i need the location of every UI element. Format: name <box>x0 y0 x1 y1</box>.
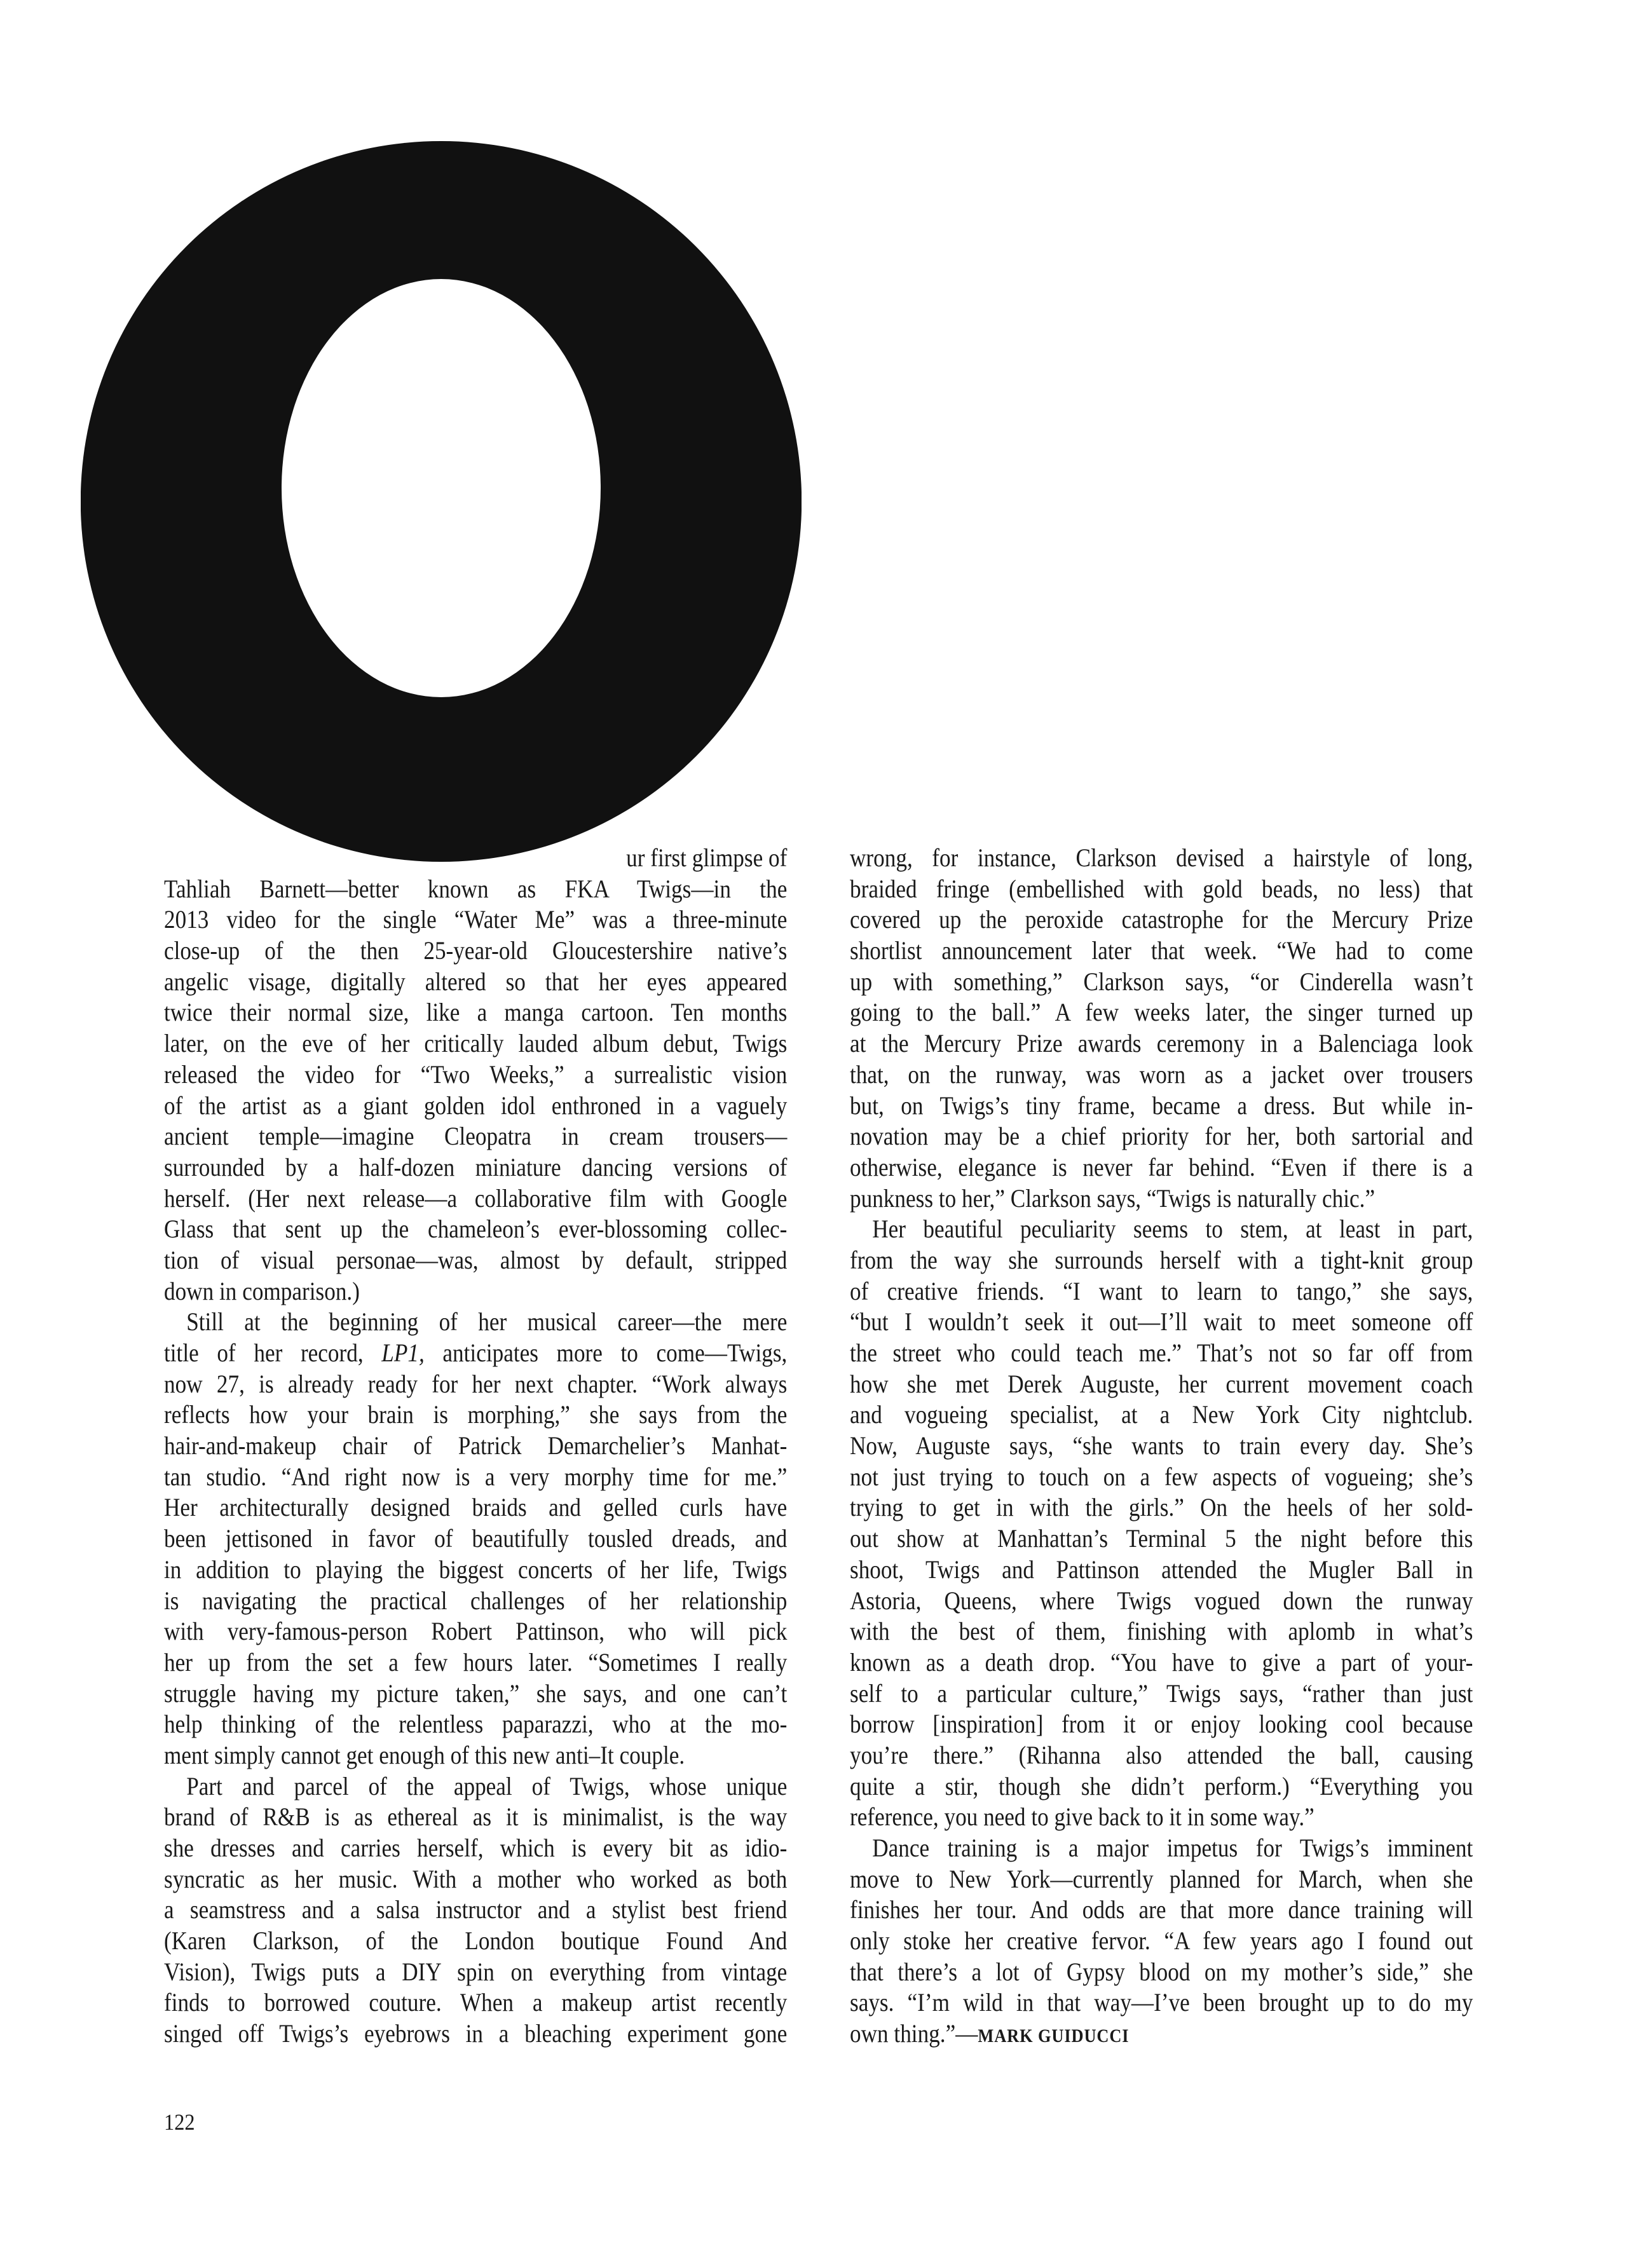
text-line <box>164 1616 787 1647</box>
text-segment: Astoria, Queens, where Twigs vogued down the runway <box>850 1586 1473 1615</box>
text-line <box>164 904 787 936</box>
text-line <box>164 1214 787 1245</box>
text-segment: her up from the set a few hours later. “Sometimes I really <box>164 1647 788 1677</box>
text-segment: Her beautiful peculiarity seems to stem, at least in part, <box>872 1215 1473 1244</box>
text-line <box>850 967 1473 998</box>
text-line <box>850 1586 1473 1617</box>
text-line <box>164 1431 787 1462</box>
text-line <box>850 1214 1473 1245</box>
text-segment: going to the ball.” A few weeks later, the singer turned up <box>850 998 1473 1027</box>
text-line <box>850 1678 1473 1710</box>
text-segment: self to a particular culture,” Twigs says, “rather than just <box>850 1678 1473 1708</box>
text-segment: tan studio. “And right now is a very morphy time for me.” <box>164 1462 788 1491</box>
text-segment: Now, Auguste says, “she wants to train every day. She’s <box>850 1431 1473 1460</box>
text-line <box>164 1059 787 1091</box>
text-line <box>850 1245 1473 1276</box>
text-segment: trying to get in with the girls.” On the heels of her sold- <box>850 1493 1473 1522</box>
text-segment: up with something,” Clarkson says, “or Cinderella wasn’t <box>850 967 1473 996</box>
text-segment: ur first glimpse of <box>626 843 788 872</box>
text-line <box>850 936 1473 967</box>
text-segment: Still at the beginning of her musical career—the mere <box>186 1307 788 1337</box>
text-segment: covered up the peroxide catastrophe for the Mercury Prize <box>850 905 1473 934</box>
text-line <box>850 1616 1473 1647</box>
text-line <box>164 997 787 1028</box>
author-byline: MARK GUIDUCCI <box>978 2025 1130 2047</box>
text-line <box>850 1740 1473 1771</box>
text-segment: reference, you need to give back to it in some way.” <box>850 1802 1314 1832</box>
text-segment: is navigating the practical challenges of her relationship <box>164 1586 788 1615</box>
text-line <box>164 1647 787 1678</box>
text-segment: surrounded by a half-dozen miniature dancing versions of <box>164 1152 788 1181</box>
text-line <box>164 2018 787 2050</box>
text-segment: says. “I’m wild in that way—I’ve been brought up to do my <box>850 1988 1473 2017</box>
text-segment: released the video for “Two Weeks,” a surrealistic vision <box>164 1059 788 1089</box>
text-line <box>164 1338 787 1369</box>
text-segment: shortlist announcement later that week. “We had to come <box>850 936 1473 965</box>
text-line <box>164 1121 787 1152</box>
text-segment: a seamstress and a salsa instructor and a stylist best friend <box>164 1895 788 1924</box>
text-line <box>164 1586 787 1617</box>
text-segment: of the artist as a giant golden idol enthroned in a vaguely <box>164 1091 788 1120</box>
text-line <box>850 843 1473 874</box>
text-line <box>850 1523 1473 1555</box>
text-line <box>850 1957 1473 1988</box>
text-line <box>164 1183 787 1215</box>
text-line <box>164 1802 787 1833</box>
text-line <box>164 1399 787 1431</box>
text-line <box>850 1183 1473 1215</box>
text-line <box>850 1802 1473 1833</box>
text-segment: move to New York—currently planned for March, when she <box>850 1864 1473 1893</box>
text-segment: she dresses and carries herself, which is every bit as idio- <box>164 1834 788 1862</box>
text-line <box>850 1555 1473 1586</box>
text-segment: quite a stir, though she didn’t perform.) “Everything you <box>850 1771 1473 1800</box>
text-segment: Dance training is a major impetus for Twigs’s imminent <box>872 1834 1473 1862</box>
text-line <box>164 1555 787 1586</box>
text-segment: (Karen Clarkson, of the London boutique Found And <box>164 1926 788 1956</box>
text-segment: now 27, is already ready for her next chapter. “Work always <box>164 1369 788 1398</box>
text-line <box>164 1678 787 1710</box>
article-column-left <box>164 843 787 2050</box>
text-line <box>850 1028 1473 1059</box>
text-segment: how she met Derek Auguste, her current movement coach <box>850 1369 1473 1398</box>
text-line <box>850 1059 1473 1091</box>
text-segment: tion of visual personae—was, almost by default, stripped <box>164 1245 788 1274</box>
text-line <box>164 1987 787 2018</box>
text-line <box>164 1245 787 1276</box>
text-segment: shoot, Twigs and Pattinson attended the Mugler Ball in <box>850 1555 1473 1584</box>
text-segment: syncratic as her music. With a mother who worked as both <box>164 1864 788 1893</box>
text-segment: not just trying to touch on a few aspects of vogueing; she’s <box>850 1462 1473 1491</box>
text-line <box>164 1709 787 1740</box>
text-line <box>850 1987 1473 2018</box>
text-segment: from the way she surrounds herself with a tight-knit group <box>850 1245 1473 1274</box>
text-segment: known as a death drop. “You have to give a part of your- <box>850 1647 1473 1677</box>
text-segment: out show at Manhattan’s Terminal 5 the night before this <box>850 1524 1473 1553</box>
text-line <box>164 1895 787 1926</box>
text-line <box>164 1369 787 1400</box>
text-line <box>850 2018 1473 2050</box>
text-segment: struggle having my picture taken,” she says, and one can’t <box>164 1678 788 1708</box>
text-segment: that, on the runway, was worn as a jacket over trousers <box>850 1059 1473 1089</box>
text-line <box>850 1431 1473 1462</box>
text-segment: braided fringe (embellished with gold beads, no less) that <box>850 874 1473 903</box>
text-segment: Part and parcel of the appeal of Twigs, whose unique <box>186 1771 788 1800</box>
text-line <box>164 1833 787 1864</box>
text-segment: close-up of the then 25-year-old Gloucestershire native’s <box>164 936 788 965</box>
text-line <box>164 1091 787 1122</box>
page-number: 122 <box>164 2109 195 2135</box>
text-line <box>164 1771 787 1802</box>
text-line <box>850 874 1473 905</box>
text-segment: later, on the eve of her critically lauded album debut, Twigs <box>164 1029 788 1058</box>
text-line <box>850 1307 1473 1338</box>
text-line <box>850 1647 1473 1678</box>
text-line <box>850 1399 1473 1431</box>
text-line <box>164 843 787 874</box>
text-line <box>850 1864 1473 1895</box>
text-line <box>164 1926 787 1957</box>
text-line <box>850 997 1473 1028</box>
text-line <box>850 1492 1473 1523</box>
text-segment: finishes her tour. And odds are that more dance training will <box>850 1895 1473 1924</box>
text-segment: but, on Twigs’s tiny frame, became a dress. But while in- <box>850 1091 1473 1120</box>
text-line <box>164 1462 787 1493</box>
text-segment: own thing.”— <box>850 2019 978 2048</box>
text-line <box>850 1091 1473 1122</box>
text-segment: ancient temple—imagine Cleopatra in cream trousers— <box>164 1122 788 1151</box>
article-column-right <box>850 843 1473 2050</box>
text-line <box>164 1740 787 1771</box>
text-segment: been jettisoned in favor of beautifully tousled dreads, and <box>164 1524 788 1553</box>
text-line <box>164 936 787 967</box>
text-segment: Glass that sent up the chameleon’s ever-blossoming collec- <box>164 1215 788 1244</box>
text-segment: borrow [inspiration] from it or enjoy looking cool because <box>850 1710 1473 1739</box>
text-line <box>164 874 787 905</box>
text-segment: otherwise, elegance is never far behind. “Even if there is a <box>850 1152 1473 1181</box>
text-line <box>164 1523 787 1555</box>
text-segment: 2013 video for the single “Water Me” was a three-minute <box>164 905 788 934</box>
text-segment: anticipates more to come—Twigs, <box>424 1338 788 1367</box>
text-line <box>850 1926 1473 1957</box>
text-segment: wrong, for instance, Clarkson devised a hairstyle of long, <box>850 843 1473 872</box>
text-segment: novation may be a chief priority for her, both sartorial and <box>850 1122 1473 1151</box>
text-segment: down in comparison.) <box>164 1276 360 1305</box>
text-segment: of creative friends. “I want to learn to tango,” she says, <box>850 1276 1473 1305</box>
text-segment: and vogueing specialist, at a New York City nightclub. <box>850 1400 1473 1429</box>
text-segment: in addition to playing the biggest concerts of her life, Twigs <box>164 1555 788 1584</box>
text-segment: singed off Twigs’s eyebrows in a bleaching experiment gone <box>164 2019 788 2048</box>
text-line <box>850 1152 1473 1183</box>
text-line <box>850 1338 1473 1369</box>
text-line <box>850 1369 1473 1400</box>
text-segment: with very-famous-person Robert Pattinson, who will pick <box>164 1617 788 1646</box>
text-line <box>850 1833 1473 1864</box>
text-segment: Her architecturally designed braids and gelled curls have <box>164 1493 788 1522</box>
text-segment: only stoke her creative fervor. “A few years ago I found out <box>850 1926 1473 1956</box>
text-segment: “but I wouldn’t seek it out—I’ll wait to meet someone off <box>850 1307 1473 1337</box>
text-segment: brand of R&B is as ethereal as it is minimalist, is the way <box>164 1802 788 1832</box>
text-segment: punkness to her,” Clarkson says, “Twigs is naturally chic.” <box>850 1183 1376 1213</box>
album-title: LP1, <box>381 1338 425 1367</box>
text-line <box>164 967 787 998</box>
text-segment: reflects how your brain is morphing,” she says from the <box>164 1400 788 1429</box>
text-line <box>164 1152 787 1183</box>
text-line <box>850 1771 1473 1802</box>
text-line <box>850 1276 1473 1307</box>
text-segment: twice their normal size, like a manga cartoon. Ten months <box>164 998 788 1027</box>
text-segment: that there’s a lot of Gypsy blood on my mother’s side,” she <box>850 1957 1473 1986</box>
text-segment: herself. (Her next release—a collaborative film with Google <box>164 1183 788 1213</box>
text-line <box>850 1709 1473 1740</box>
text-segment: Vision), Twigs puts a DIY spin on everything from vintage <box>164 1957 788 1986</box>
text-line <box>850 1895 1473 1926</box>
text-segment: help thinking of the relentless paparazzi, who at the mo- <box>164 1710 788 1739</box>
text-line <box>164 1957 787 1988</box>
text-segment: with the best of them, finishing with aplomb in what’s <box>850 1617 1473 1646</box>
text-line <box>850 904 1473 936</box>
text-segment: angelic visage, digitally altered so that her eyes appeared <box>164 967 788 996</box>
text-line <box>164 1492 787 1523</box>
text-segment: Tahliah Barnett—better known as FKA Twigs—in the <box>164 874 788 903</box>
text-line <box>164 1864 787 1895</box>
text-segment: the street who could teach me.” That’s not so far off from <box>850 1338 1473 1367</box>
text-line <box>850 1462 1473 1493</box>
text-segment: title of her record, <box>164 1338 382 1367</box>
text-segment: hair-and-makeup chair of Patrick Demarchelier’s Manhat- <box>164 1431 788 1460</box>
text-line <box>850 1121 1473 1152</box>
text-line <box>164 1276 787 1307</box>
text-line <box>164 1307 787 1338</box>
text-line <box>164 1028 787 1059</box>
drop-cap-letter-o <box>81 141 802 862</box>
text-segment: you’re there.” (Rihanna also attended the ball, causing <box>850 1740 1473 1769</box>
text-segment: finds to borrowed couture. When a makeup artist recently <box>164 1988 788 2017</box>
text-segment: at the Mercury Prize awards ceremony in a Balenciaga look <box>850 1029 1473 1058</box>
text-segment: ment simply cannot get enough of this new anti–It couple. <box>164 1740 685 1769</box>
